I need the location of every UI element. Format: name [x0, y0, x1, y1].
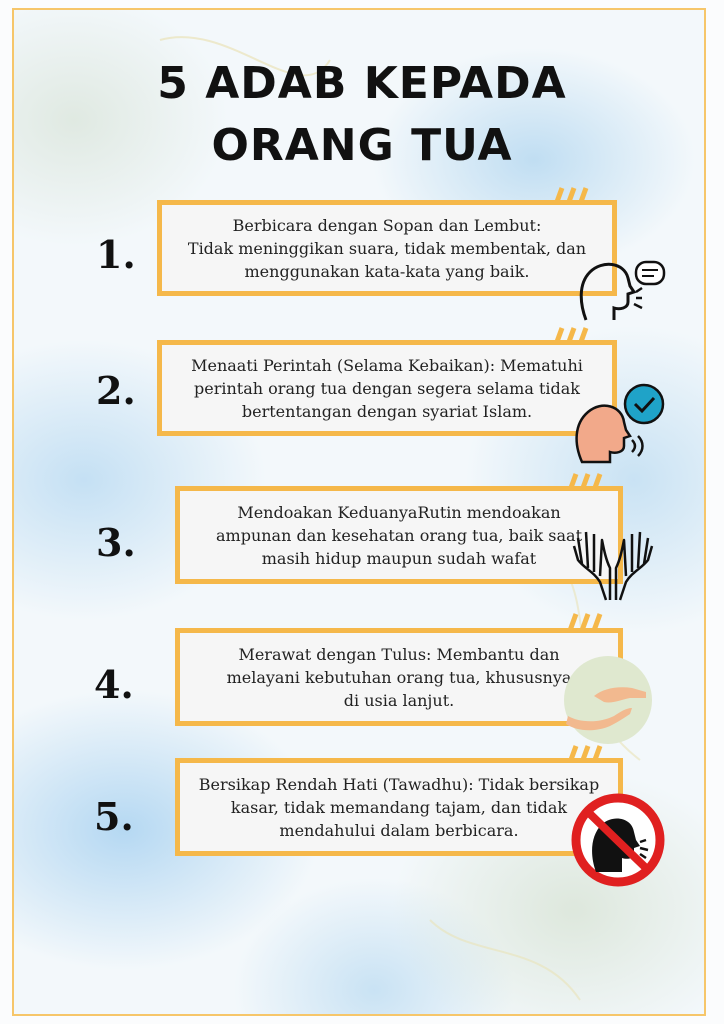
item-number-3: 3.: [96, 520, 136, 565]
item-text-2: [171, 340, 603, 436]
poster-title-line-2: ORANG TUA: [211, 120, 513, 171]
speaking-head-bubble-icon: [576, 254, 668, 324]
item-4-line-2: melayani kebutuhan orang tua, khususnya: [226, 667, 572, 687]
item-text-5: [189, 758, 609, 856]
item-3-line-1: Mendoakan KeduanyaRutin mendoakan: [237, 502, 561, 522]
item-2-line-1: Menaati Perintah (Selama Kebaikan): Mematuhi: [191, 355, 583, 375]
item-card-3: [175, 486, 623, 584]
item-5-line-1: Bersikap Rendah Hati (Tawadhu): Tidak bersikap: [198, 774, 600, 794]
item-4-line-1: Merawat dengan Tulus: Membantu dan: [238, 644, 560, 664]
no-shouting-icon: [570, 792, 666, 888]
item-number-4: 4.: [94, 662, 134, 707]
item-5-line-3: mendahului dalam berbicara.: [279, 820, 519, 840]
item-number-2: 2.: [96, 368, 136, 413]
speaking-head-check-icon: [574, 382, 668, 466]
item-text-3: [189, 486, 609, 584]
item-card-2: [157, 340, 617, 436]
item-1-line-3: menggunakan kata-kata yang baik.: [244, 261, 530, 281]
item-text-4: [189, 628, 609, 726]
item-3-line-2: ampunan dan kesehatan orang tua, baik saat: [215, 525, 582, 545]
item-card-5: [175, 758, 623, 856]
item-5-line-2: kasar, tidak memandang tajam, dan tidak: [230, 797, 568, 817]
item-3-line-3: masih hidup maupun sudah wafat: [261, 548, 537, 568]
item-1-line-2: Tidak meninggikan suara, tidak membentak, dan: [187, 238, 587, 258]
item-4-line-3: di usia lanjut.: [343, 690, 455, 710]
item-card-1: [157, 200, 617, 296]
item-text-1: [171, 200, 603, 296]
item-number-1: 1.: [96, 232, 136, 277]
helping-hands-icon: [558, 652, 658, 748]
item-1-line-1: Berbicara dengan Sopan dan Lembut:: [232, 215, 542, 235]
item-card-4: [175, 628, 623, 726]
item-2-line-3: bertentangan dengan syariat Islam.: [241, 401, 533, 421]
poster-title-line-1: 5 ADAB KEPADA: [157, 58, 567, 109]
item-2-line-2: perintah orang tua dengan segera selama tidak: [194, 378, 580, 398]
item-number-5: 5.: [94, 794, 134, 839]
praying-hands-icon: [570, 524, 656, 604]
